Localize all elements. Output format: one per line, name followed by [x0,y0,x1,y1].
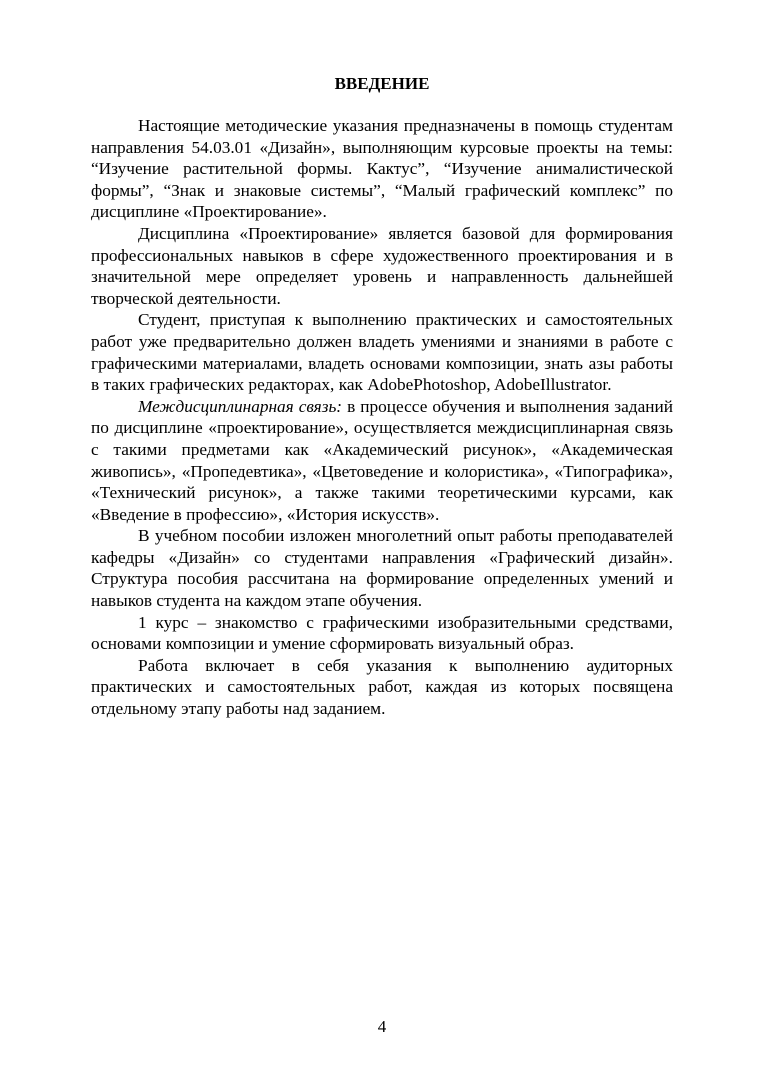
paragraph-work-contents: Работа включает в себя указания к выполнению аудиторных практических и самостоятельных работ, каждая из которых посвящена отдельному этапу работы над заданием. [91,655,673,719]
interdisciplinary-text: в процессе обучения и выполнения заданий по дисциплине «проектирование», осуществляется междисциплинарная связь с такими предметами как «Академический рисунок», «Академическая живопись», «Пропедевтика», «Цветоведение и колористика», «Типографика», «Технический рисунок», а также такими теоретическими курсами, как «Введение в профессию», «История искусств». [91,396,674,524]
paragraph-first-course: 1 курс – знакомство с графическими изобразительными средствами, основами композиции и умение сформировать визуальный образ. [91,612,673,654]
body-text [91,115,673,720]
interdisciplinary-label: Междисциплинарная связь: [138,396,343,416]
paragraph-discipline: Дисциплина «Проектирование» является базовой для формирования профессиональных навыков в сфере художественного проектирования и в значительной мере определяет уровень и направленность дальнейшей творческой деятельности. [91,223,673,308]
page-number: 4 [377,1017,387,1036]
page-title: ВВЕДЕНИЕ [334,74,430,93]
paragraph-interdisciplinary [91,396,673,526]
paragraph-experience: В учебном пособии изложен многолетний опыт работы преподавателей кафедры «Дизайн» со студентами направления «Графический дизайн». Структура пособия рассчитана на формирование определенных умений и навыков студента на каждом этапе обучения. [91,526,673,611]
paragraph-student-skills: Студент, приступая к выполнению практических и самостоятельных работ уже предварительно должен владеть умениями и знаниями в работе с графическими материалами, владеть основами композиции, знать азы работы в таких графических редакторах, как AdobePhotoshop, AdobeIllustrator. [91,310,673,395]
paragraph-purpose: Настоящие методические указания предназначены в помощь студентам направления 54.03.01 «Дизайн», выполняющим курсовые проекты на темы: “Изучение растительной формы. Кактус”, “Изучение анималистической формы”, “Знак и знаковые системы”, “Малый графический комплекс” по дисциплине «Проектирование». [91,116,673,222]
